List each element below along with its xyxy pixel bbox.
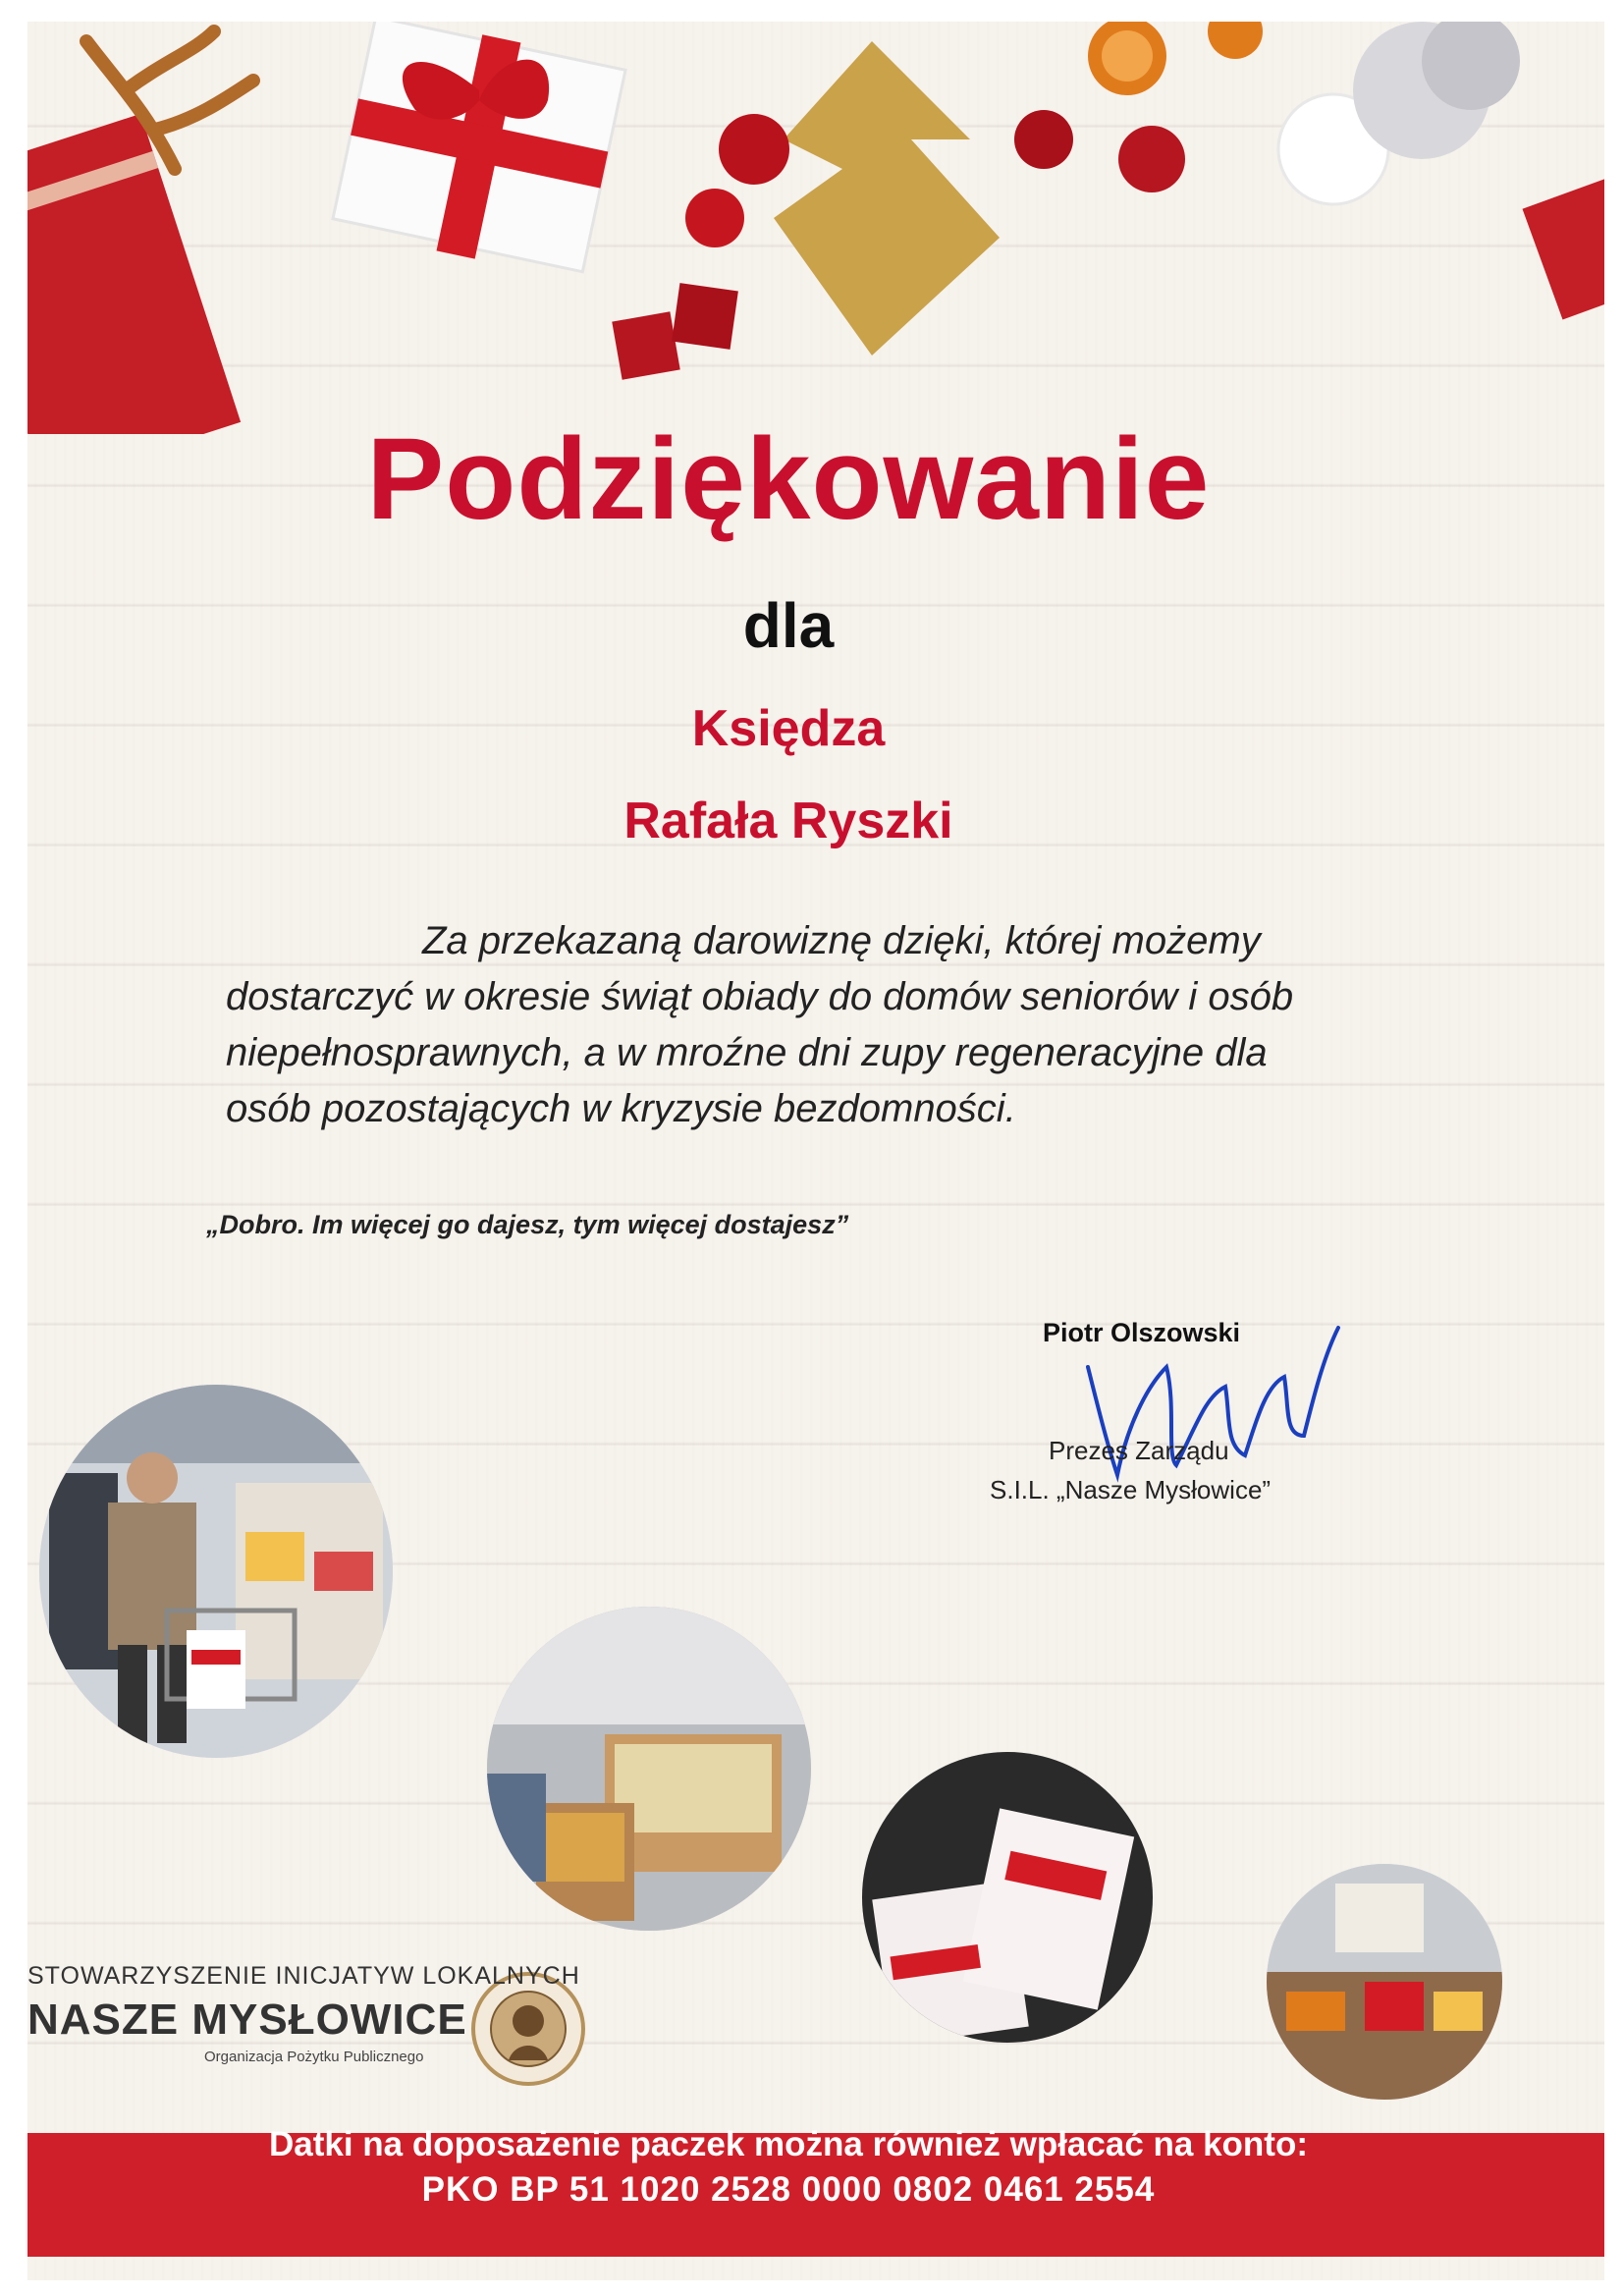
body-line: osób pozostających w kryzysie bezdomności. [226, 1087, 1016, 1130]
logo-association-line: STOWARZYSZENIE INICJATYW LOKALNYCH [27, 1962, 580, 1990]
recipient-title: Księdza [691, 700, 886, 757]
banner-donation-text: Datki na doposażenie paczek można również wpłacać na konto: [268, 2125, 1309, 2163]
signer-organization: S.I.L. „Nasze Mysłowice” [990, 1475, 1272, 1504]
certificate-title: Podziękowanie [366, 414, 1211, 544]
certificate-body-text [226, 913, 1404, 1137]
photo-volunteer-with-cart [39, 1385, 393, 1758]
body-line: niepełnosprawnych, a w mroźne dni zupy regeneracyjne dla [226, 1031, 1268, 1074]
body-line: Za przekazaną darowiznę dzięki, której możemy [422, 919, 1261, 962]
logo-association-subtitle: Organizacja Pożytku Publicznego [204, 2049, 424, 2065]
signer-name: Piotr Olszowski [1043, 1318, 1241, 1347]
photo-donations-shelf [1267, 1864, 1502, 2100]
certificate-for-word: dla [742, 590, 835, 661]
photo-zbiorka-flyers [862, 1752, 1153, 2043]
body-line: dostarczyć w okresie świąt obiady do domów seniorów i osób [226, 975, 1294, 1018]
signer-role: Prezes Zarządu [1049, 1436, 1229, 1465]
christmas-decoration-image [27, 22, 1604, 434]
logo-association-name: NASZE MYSŁOWICE [27, 1995, 467, 2044]
certificate-sheet [27, 22, 1604, 2280]
banner-bank-account: PKO BP 51 1020 2528 0000 0802 0461 2554 [421, 2170, 1156, 2209]
photo-food-boxes [487, 1607, 811, 1931]
certificate-quote: „Dobro. Im więcej go dajesz, tym więcej dostajesz” [206, 1210, 849, 1239]
recipient-name: Rafała Ryszki [623, 793, 953, 849]
